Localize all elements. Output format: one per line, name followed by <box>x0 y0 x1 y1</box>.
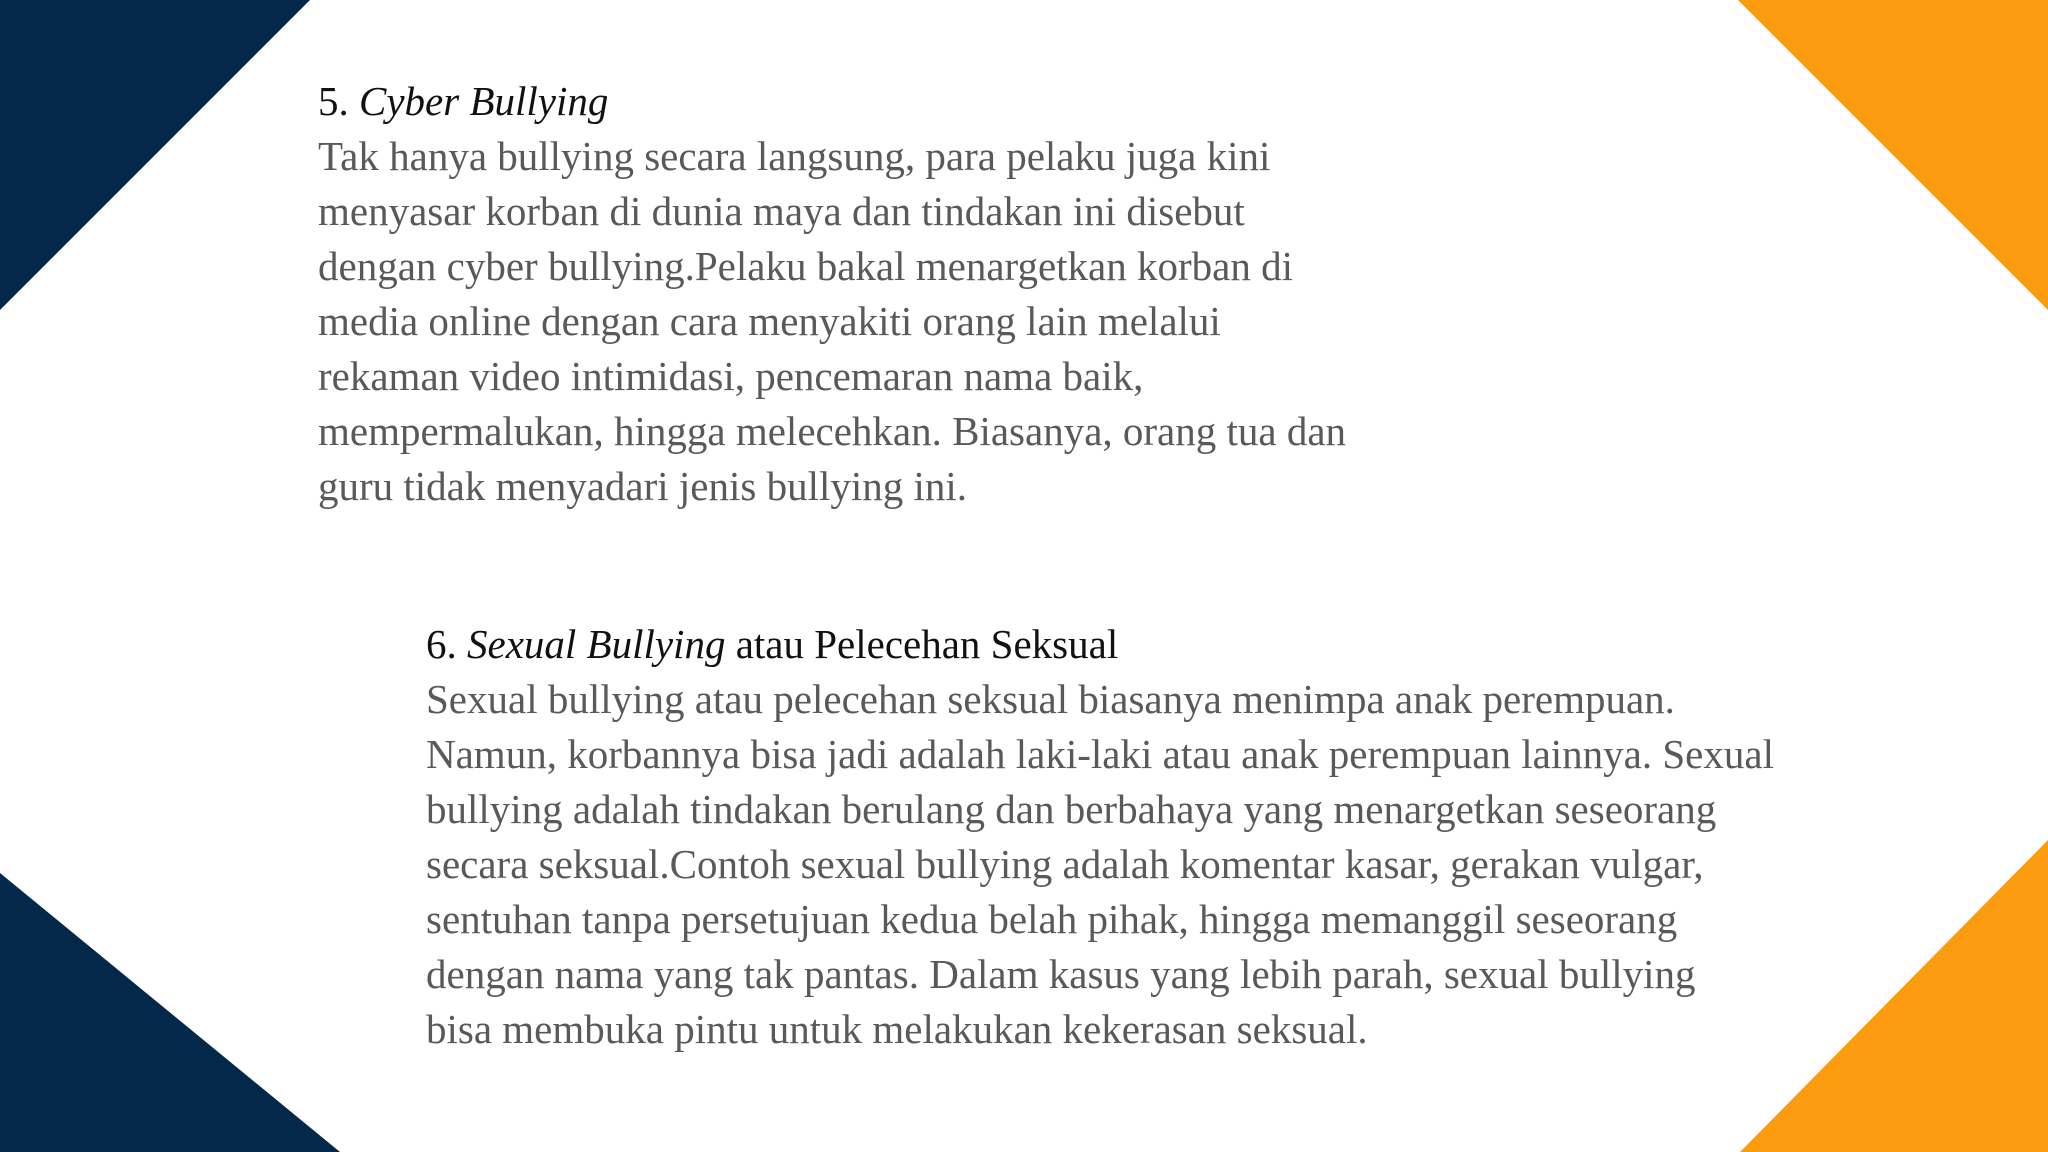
top-left-navy-triangle <box>0 0 310 310</box>
paragraph-line: bisa membuka pintu untuk melakukan kekerasan seksual. <box>426 1006 1368 1052</box>
section-heading <box>426 617 1986 672</box>
section-heading <box>318 74 1518 129</box>
paragraph-line: media online dengan cara menyakiti orang lain melalui <box>318 298 1221 344</box>
paragraph-line: guru tidak menyadari jenis bullying ini. <box>318 463 968 509</box>
section-cyber-bullying <box>318 74 1518 514</box>
section-number: 6. <box>426 621 467 667</box>
paragraph-line: mempermalukan, hingga melecehkan. Biasanya, orang tua dan <box>318 408 1347 454</box>
section-title-rest: atau Pelecehan Seksual <box>725 621 1119 667</box>
bottom-left-navy-triangle <box>0 873 340 1152</box>
paragraph-line: menyasar korban di dunia maya dan tindakan ini disebut <box>318 188 1245 234</box>
paragraph-line: secara seksual.Contoh sexual bullying adalah komentar kasar, gerakan vulgar, <box>426 841 1704 887</box>
paragraph-line: dengan nama yang tak pantas. Dalam kasus yang lebih parah, sexual bullying <box>426 951 1696 997</box>
section-title-italic: Sexual Bullying <box>467 621 726 667</box>
paragraph-line: rekaman video intimidasi, pencemaran nama baik, <box>318 353 1144 399</box>
paragraph-line: sentuhan tanpa persetujuan kedua belah pihak, hingga memanggil seseorang <box>426 896 1678 942</box>
paragraph-line: Sexual bullying atau pelecehan seksual biasanya menimpa anak perempuan. <box>426 676 1675 722</box>
section-sexual-bullying <box>426 617 1986 1057</box>
section-title-italic: Cyber Bullying <box>359 78 609 124</box>
paragraph-line: dengan cyber bullying.Pelaku bakal menargetkan korban di <box>318 243 1293 289</box>
paragraph-line: bullying adalah tindakan berulang dan berbahaya yang menargetkan seseorang <box>426 786 1717 832</box>
paragraph-line: Tak hanya bullying secara langsung, para pelaku juga kini <box>318 133 1271 179</box>
paragraph-line: Namun, korbannya bisa jadi adalah laki-laki atau anak perempuan lainnya. Sexual <box>426 731 1774 777</box>
top-right-orange-triangle <box>1738 0 2048 310</box>
section-number: 5. <box>318 78 359 124</box>
